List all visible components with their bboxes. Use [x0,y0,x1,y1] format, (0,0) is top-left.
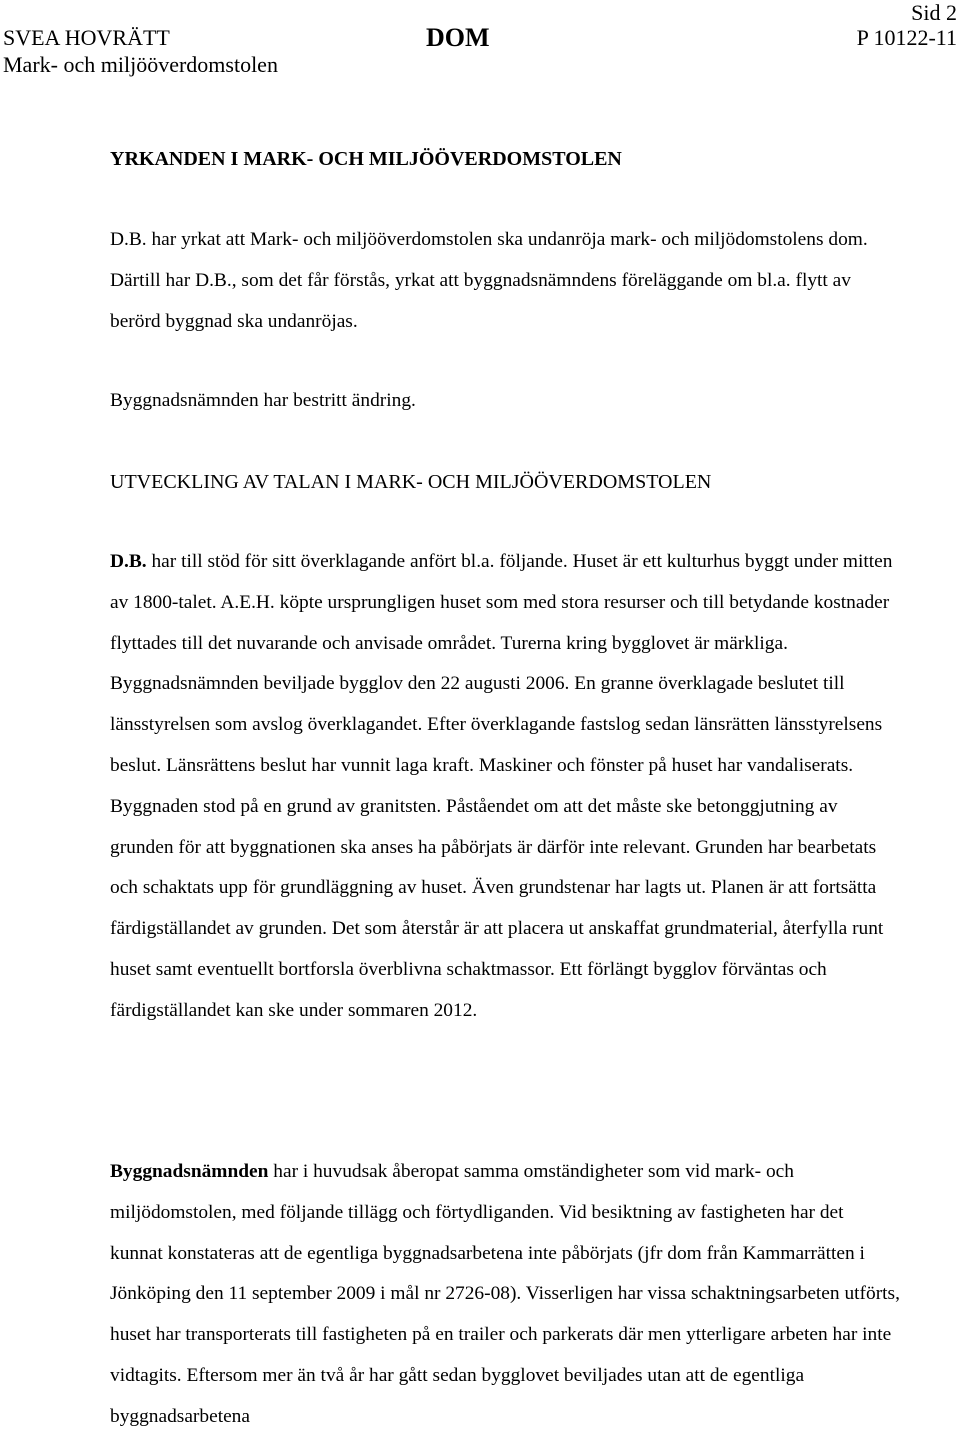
party-label-bn: Byggnadsnämnden [110,1161,269,1182]
department-name: Mark- och miljööverdomstolen [3,52,278,77]
db-argument-text: har till stöd för sitt överklagande anfört bl.a. följande. Huset är ett kulturhus byggt under mitten av 1800-talet. A.E.H. köpte ursprungligen huset som med stora resurser och till betydande kostnader flyttades till det nuvarande och anvisade området. Turerna kring bygglovet är märkliga. Byggnadsnämnden beviljade bygglov den 22 augusti 2006. En granne överklagade beslutet till länsstyrelsen som avslog överklagandet. Efter överklagande fastslog sedan länsrätten länsstyrelsens beslut. Länsrättens beslut har vunnit laga kraft. Maskiner och fönster på huset har vandaliserats. Byggnaden stod på en grund av granitsten. Påståendet om att det måste ske betonggjutning av grunden för att byggnationen ska anses ha påbörjats är därför inte relevant. Grunden har bearbetats och schaktats upp för grundläggning av huset. Även grundstenar har lagts ut. Planen är att fortsätta färdigställandet av grunden. Det som återstår är att placera ut anskaffat grundmaterial, återfylla runt huset samt eventuellt bortforsla överblivna schaktmassor. Ett förlängt bygglov förväntas och färdigställandet kan ske under sommaren 2012. [110,551,893,1021]
bn-argument-text: har i huvudsak åberopat samma omständigheter som vid mark- och miljödomstolen, med följande tillägg och förtydliganden. Vid besiktning av fastigheten har det kunnat konstateras att de egentliga byggnadsarbetena inte påbörjats (jfr dom från Kammarrätten i Jönköping den 11 september 2009 i mål nr 2726-08). Visserligen har vissa schaktningsarbeten utförts, huset har transporterats till fastigheten på en trailer och parkerats där men ytterligare arbeten har inte vidtagits. Eftersom mer än två år har gått sedan bygglovet beviljades utan att de egentliga byggnadsarbetena [110,1161,900,1427]
page-number: Sid 2 [911,0,957,25]
claims-paragraph: D.B. har yrkat att Mark- och miljööverdomstolen ska undanröja mark- och miljödomstolens dom. Därtill har D.B., som det får förstås, yrkat att byggnadsnämndens föreläggande om bl.a. flytt av berörd byggnad ska undanröjas. [110,229,868,332]
court-name: SVEA HOVRÄTT [3,25,170,50]
party-label-db: D.B. [110,551,147,572]
case-number: P 10122-11 [856,25,957,50]
document-type: DOM [426,23,490,52]
db-argument-paragraph [110,542,900,1032]
bn-argument-paragraph [110,1152,900,1438]
dispute-paragraph: Byggnadsnämnden har bestritt ändring. [110,390,416,411]
claims-heading: YRKANDEN I MARK- OCH MILJÖÖVERDOMSTOLEN [110,148,622,170]
development-heading: UTVECKLING AV TALAN I MARK- OCH MILJÖÖVERDOMSTOLEN [110,471,712,493]
